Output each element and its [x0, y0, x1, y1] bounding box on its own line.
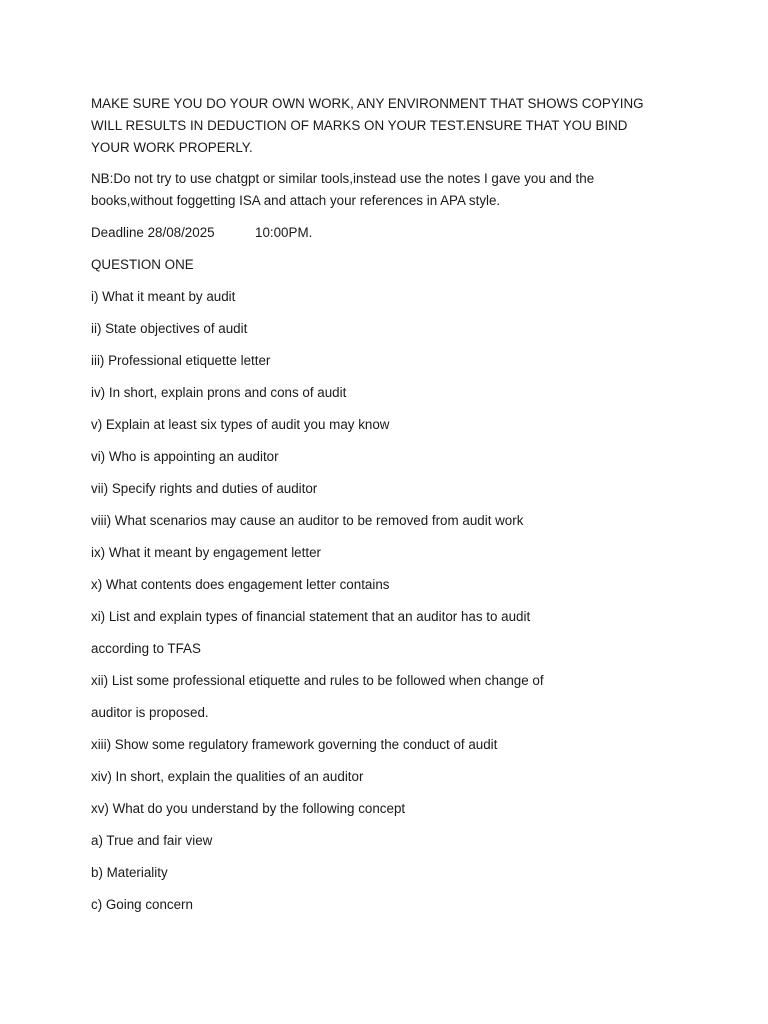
question-item: x) What contents does engagement letter contains [91, 577, 390, 592]
question-item: xi) List and explain types of financial statement that an auditor has to audit [91, 609, 531, 624]
question-item: vi) Who is appointing an auditor [91, 449, 279, 464]
question-item: xii) List some professional etiquette and rules to be followed when change of [91, 673, 544, 688]
question-item: vii) Specify rights and duties of auditor [91, 481, 318, 496]
deadline-time: 10:00PM. [255, 225, 313, 240]
copying-notice: MAKE SURE YOU DO YOUR OWN WORK, ANY ENVIRONMENT THAT SHOWS COPYING WILL RESULTS IN DEDUCTION OF MARKS ON YOUR TEST.ENSURE THAT YOU BIND YOUR WORK PROPERLY. [91, 96, 648, 155]
question-item-continuation: according to TFAS [91, 641, 201, 656]
question-item: viii) What scenarios may cause an auditor to be removed from audit work [91, 513, 524, 528]
question-item: ix) What it meant by engagement letter [91, 545, 321, 560]
deadline-line [91, 222, 651, 244]
question-item: iv) In short, explain prons and cons of audit [91, 385, 347, 400]
concept-item: b) Materiality [91, 865, 168, 880]
question-item: xiii) Show some regulatory framework governing the conduct of audit [91, 737, 498, 752]
question-item-continuation: auditor is proposed. [91, 705, 209, 720]
question-item: i) What it meant by audit [91, 289, 236, 304]
question-item: xv) What do you understand by the following concept [91, 801, 406, 816]
question-item: ii) State objectives of audit [91, 321, 248, 336]
question-item: xiv) In short, explain the qualities of an auditor [91, 769, 364, 784]
deadline-date: Deadline 28/08/2025 [91, 225, 215, 240]
question-heading: QUESTION ONE [91, 257, 194, 272]
concept-item: c) Going concern [91, 897, 193, 912]
document-body [91, 93, 651, 926]
question-item: iii) Professional etiquette letter [91, 353, 271, 368]
nb-note: NB:Do not try to use chatgpt or similar tools,instead use the notes I gave you and the books,without foggetting ISA and attach your references in APA style. [91, 171, 598, 208]
question-item: v) Explain at least six types of audit you may know [91, 417, 390, 432]
concept-item: a) True and fair view [91, 833, 213, 848]
